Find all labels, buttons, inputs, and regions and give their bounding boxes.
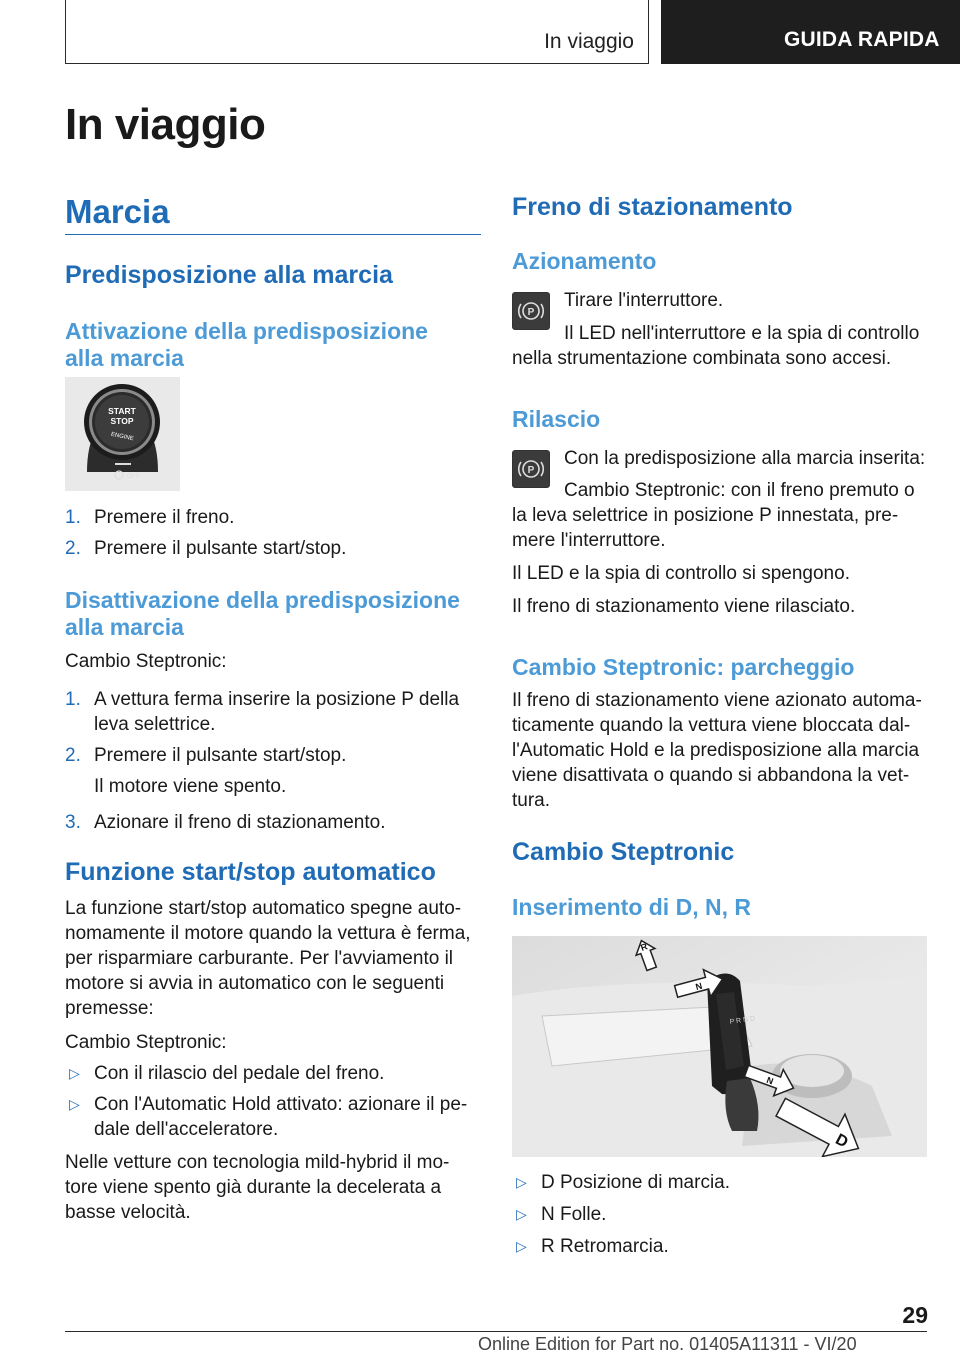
- bullet-triangle-icon: ▷: [69, 1096, 80, 1112]
- paragraph-line: tura.: [512, 790, 551, 811]
- bullet-triangle-icon: ▷: [69, 1065, 80, 1081]
- cambio-label: Cambio Steptronic:: [65, 651, 227, 672]
- heading-attivazione-line1: Attivazione della predisposizione: [65, 318, 428, 344]
- heading-azionamento: Azionamento: [512, 248, 657, 274]
- heading-rule: [65, 234, 481, 235]
- bullet-triangle-icon: ▷: [516, 1174, 527, 1190]
- rilascio-text: Con la predisposizione alla marcia inserita:: [564, 448, 926, 469]
- step-text: Premere il freno.: [94, 507, 235, 528]
- bullet-text: R Retromarcia.: [541, 1236, 669, 1257]
- heading-disattivazione-line1: Disattivazione della predisposizione: [65, 587, 460, 613]
- paragraph-line: La funzione start/stop automatico spegne auto‐: [65, 898, 462, 919]
- paragraph-line: Nelle vetture con tecnologia mild-hybrid il mo‐: [65, 1152, 450, 1173]
- step-note: Il motore viene spento.: [94, 776, 287, 797]
- lever-letters: P R N D: [729, 1015, 756, 1026]
- footer-rule: [65, 1331, 927, 1332]
- rilascio-text: la leva selettrice in posizione P innestata, pre‐: [512, 505, 899, 526]
- paragraph-line: motore si avvia in automatico con le seguenti: [65, 973, 445, 994]
- stop-label: STOP: [110, 416, 134, 426]
- step-number: 1.: [65, 507, 81, 528]
- heading-rilascio: Rilascio: [512, 406, 601, 432]
- page-number: 29: [902, 1302, 928, 1328]
- heading-attivazione-line2: alla marcia: [65, 345, 184, 371]
- paragraph-line: Il freno di stazionamento viene azionato automa‐: [512, 690, 922, 711]
- step-text: Azionare il freno di stazionamento.: [94, 812, 386, 833]
- heading-marcia: Marcia: [65, 193, 170, 230]
- step-number: 1.: [65, 689, 81, 710]
- shift-label-n: N: [694, 980, 704, 993]
- gear-selector-image: [512, 936, 927, 1157]
- heading-inserimento: Inserimento di D, N, R: [512, 894, 751, 920]
- rilascio-text: mere l'interruttore.: [512, 530, 666, 551]
- bullet-triangle-icon: ▷: [516, 1238, 527, 1254]
- step-text: Premere il pulsante start/stop.: [94, 538, 347, 559]
- rilascio-text: Il LED e la spia di controllo si spengono.: [512, 563, 850, 584]
- paragraph-line: viene disattivata o quando si abbandona la vet‐: [512, 765, 910, 786]
- parking-brake-switch-icon: [512, 292, 550, 330]
- header-tab-guida-rapida[interactable]: [661, 0, 960, 64]
- cambio-label: Cambio Steptronic:: [65, 1032, 227, 1053]
- start-stop-button-image: [65, 377, 180, 491]
- paragraph-line: per risparmiare carburante. Per l'avviamento il: [65, 948, 454, 969]
- bullet-triangle-icon: ▷: [516, 1206, 527, 1222]
- paragraph-line: nomamente il motore quando la vettura è ferma,: [65, 923, 471, 944]
- step-number: 2.: [65, 745, 81, 766]
- header-tab-label: GUIDA RAPIDA: [784, 28, 940, 51]
- start-label: START: [108, 406, 136, 416]
- heading-parcheggio: Cambio Steptronic: parcheggio: [512, 654, 855, 680]
- step-text: Premere il pulsante start/stop.: [94, 745, 347, 766]
- heading-disattivazione-line2: alla marcia: [65, 614, 184, 640]
- engine-label: ENGINE: [110, 431, 135, 443]
- azionamento-text: Il LED nell'interruttore e la spia di controllo: [564, 323, 920, 344]
- azionamento-text: nella strumentazione combinata sono accesi.: [512, 348, 892, 369]
- rilascio-text: Il freno di stazionamento viene rilasciato.: [512, 596, 856, 617]
- paragraph-line: l'Automatic Hold e la predisposizione alla marcia: [512, 740, 920, 761]
- bullet-text: Con l'Automatic Hold attivato: azionare il pe‐: [94, 1094, 468, 1115]
- svg-text:N: N: [765, 1074, 775, 1087]
- rilascio-text: Cambio Steptronic: con il freno premuto o: [564, 480, 915, 501]
- heading-cambio-steptronic: Cambio Steptronic: [512, 838, 735, 866]
- parking-brake-switch-icon: [512, 450, 550, 488]
- step-text-cont: leva selettrice.: [94, 714, 216, 735]
- shift-label-d: D: [832, 1131, 851, 1152]
- step-text: A vettura ferma inserire la posizione P della: [94, 689, 460, 710]
- page-title: In viaggio: [65, 100, 266, 149]
- heading-freno-stazionamento: Freno di stazionamento: [512, 193, 793, 221]
- svg-text:P: P: [527, 465, 535, 476]
- heading-predisposizione: Predisposizione alla marcia: [65, 261, 393, 289]
- heading-start-stop-automatico: Funzione start/stop automatico: [65, 858, 436, 886]
- paragraph-line: ticamente quando la vettura viene bloccata dal‐: [512, 715, 911, 736]
- bullet-text-cont: dale dell'acceleratore.: [94, 1119, 279, 1140]
- azionamento-text: Tirare l'interruttore.: [564, 290, 724, 311]
- header-section-title: In viaggio: [544, 30, 634, 53]
- bullet-text: D Posizione di marcia.: [541, 1172, 731, 1193]
- step-number: 3.: [65, 812, 81, 833]
- paragraph-line: premesse:: [65, 998, 154, 1019]
- step-number: 2.: [65, 538, 81, 559]
- off-label: OFF: [127, 474, 139, 480]
- paragraph-line: tore viene spento già durante la decelerata a: [65, 1177, 442, 1198]
- bullet-text: Con il rilascio del pedale del freno.: [94, 1063, 385, 1084]
- shift-label-r: R: [639, 941, 649, 953]
- footer-edition: Online Edition for Part no. 01405A11311 - VI/20: [478, 1334, 857, 1354]
- svg-text:P: P: [527, 307, 535, 318]
- header-box: [65, 0, 649, 64]
- paragraph-line: basse velocità.: [65, 1202, 191, 1223]
- bullet-text: N Folle.: [541, 1204, 607, 1225]
